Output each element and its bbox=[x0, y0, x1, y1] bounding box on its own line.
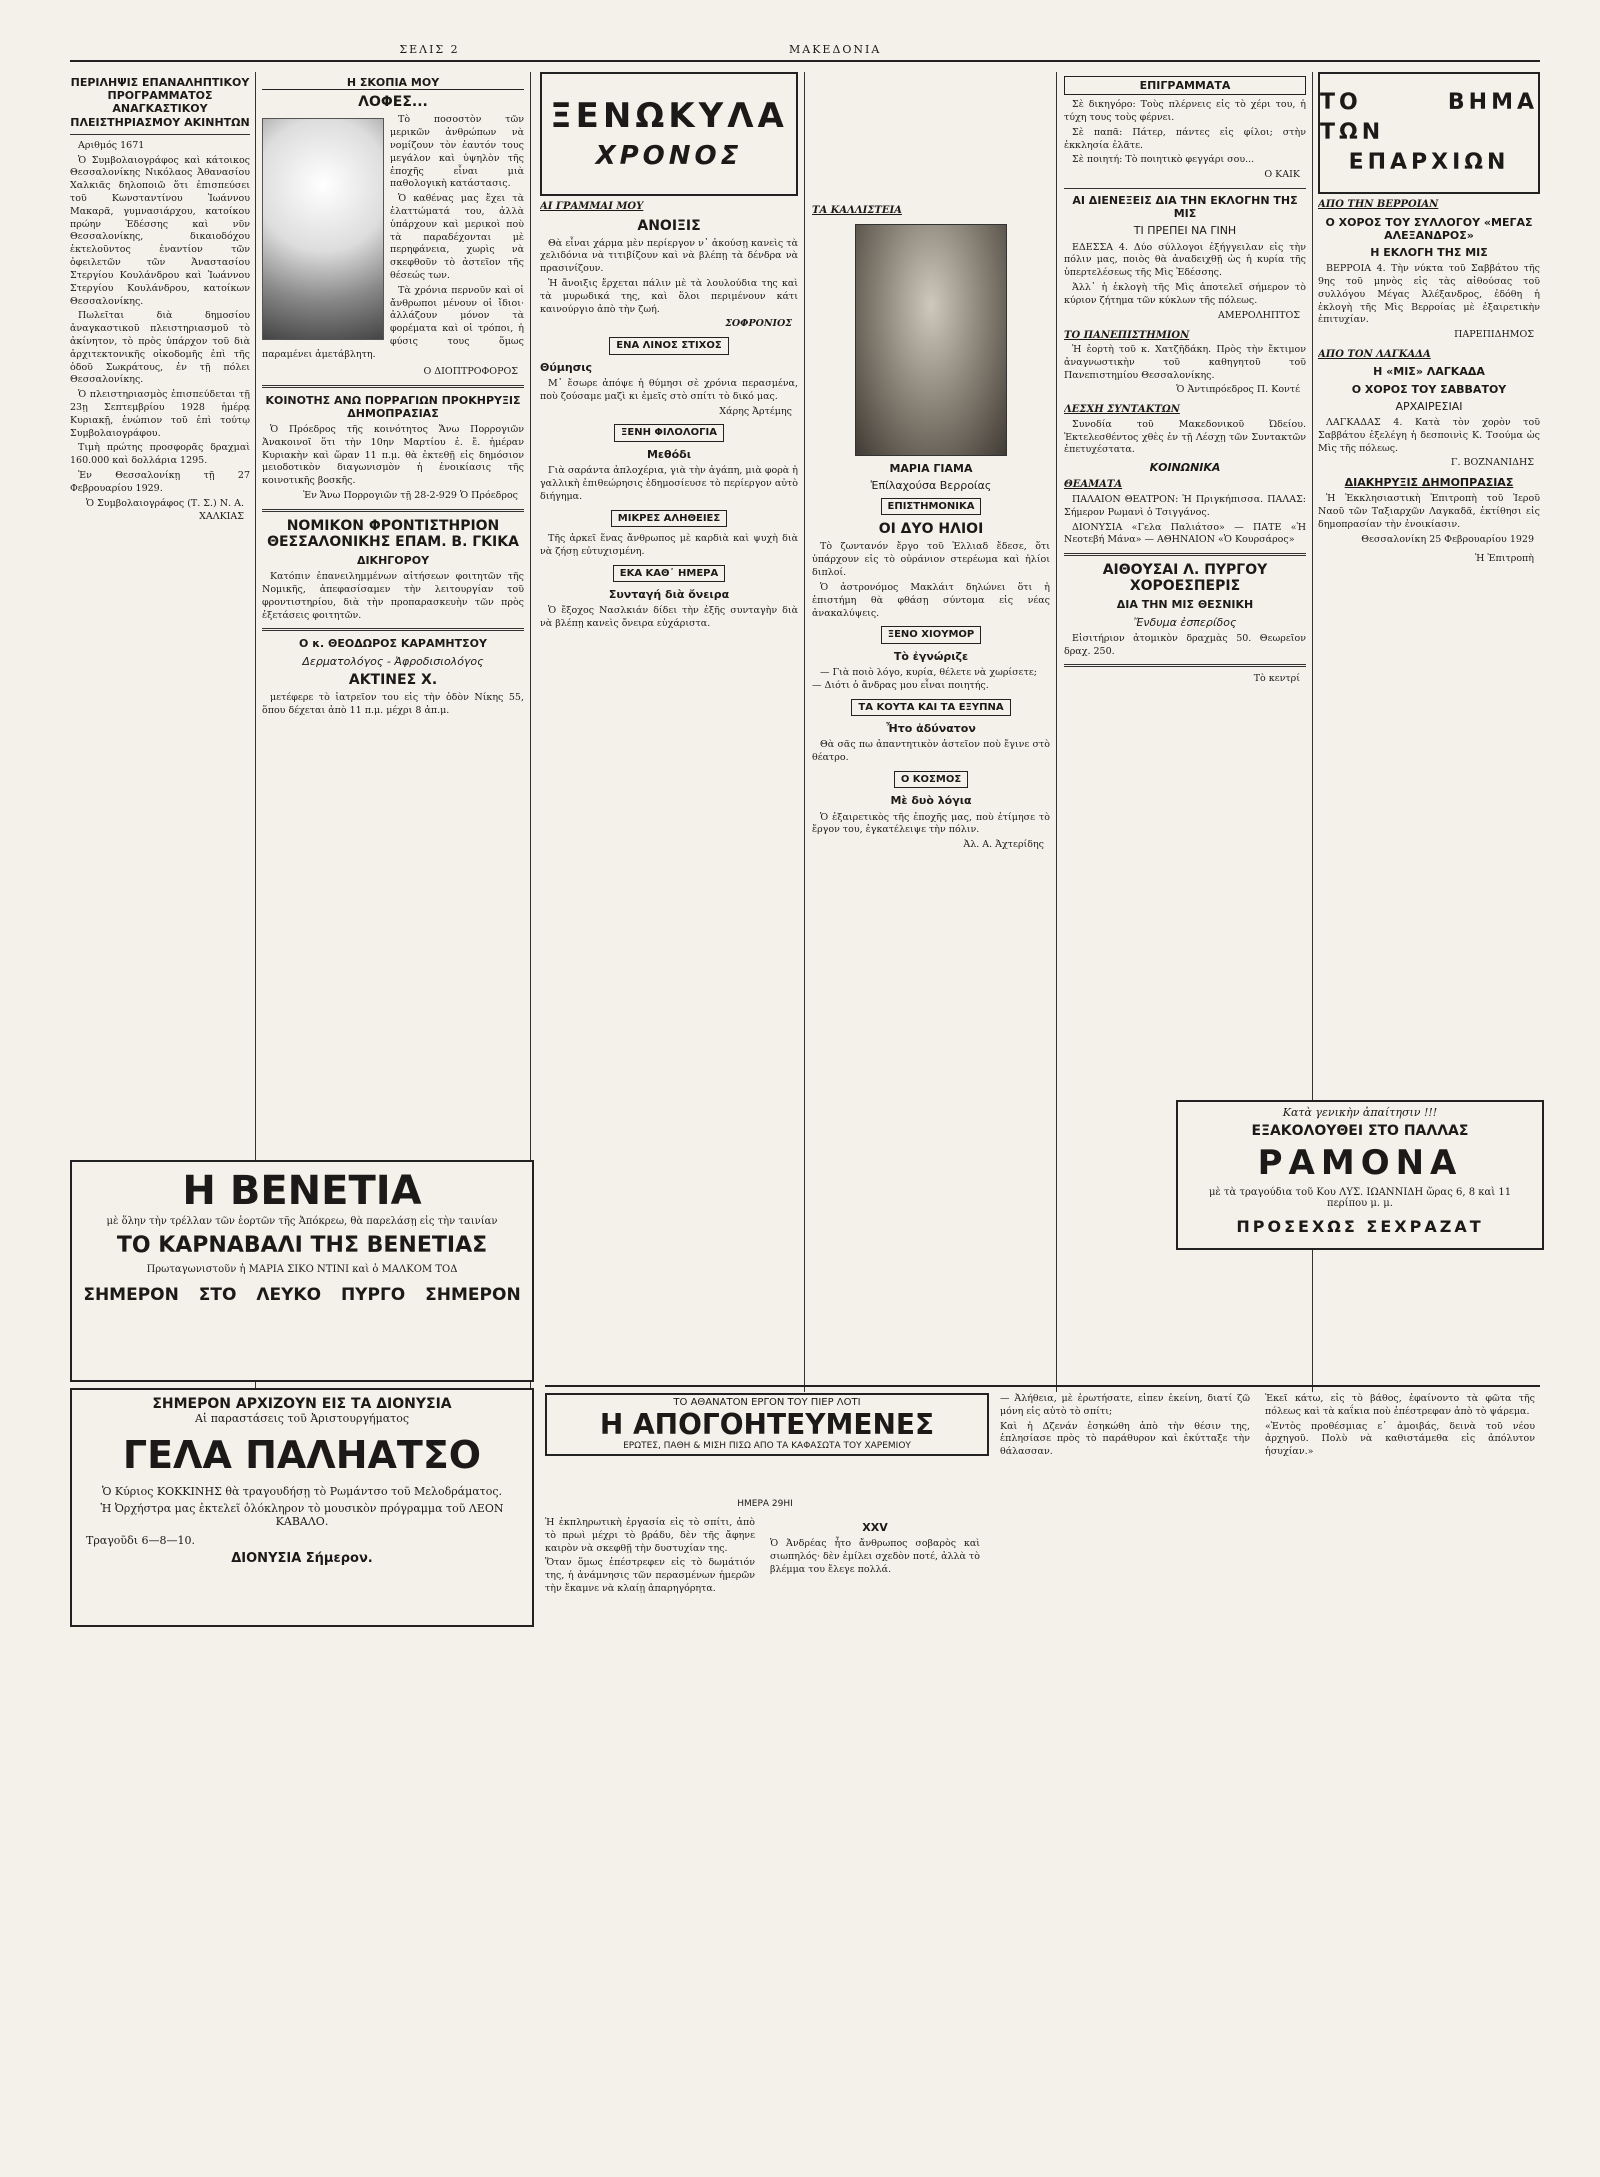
xenokyla-masthead bbox=[540, 72, 798, 196]
dance-dresscode: Ἔνδυμα ἐσπερίδος bbox=[1133, 615, 1237, 629]
venetia-ad-film-title: ΤΟ ΚΑΡΝΑΒΑΛΙ ΤΗΣ ΒΕΝΕΤΙΑΣ bbox=[116, 1233, 488, 1258]
verria-signature: ΠΑΡΕΠΙΔΗΜΟΣ bbox=[1454, 329, 1534, 341]
tender-signature: Ἡ Ἐπιτροπὴ bbox=[1474, 552, 1534, 564]
notice-signature: Ἐν Ἄνω Πορρογιῶν τῇ 28-2-929 Ὁ Πρόεδρος bbox=[303, 489, 518, 501]
section-label: ΕΝΑ ΛΙΝΟΣ ΣΤΙΧΟΣ bbox=[609, 337, 728, 355]
article-paragraph: Τὸ ζωντανόν ἔργο τοῦ Ἑλλιαδ ἔδεσε, ὅτι ὑπάρχουν εἰς τὸ οὐράνιον στερέωμα καὶ ἡλίοι διπλοί. bbox=[812, 541, 1050, 579]
masthead-subtitle: ΧΡΟΝΟΣ bbox=[595, 141, 743, 172]
theaters-kicker: ΘΕΑΜΑΤΑ bbox=[1064, 479, 1123, 491]
doctor-subtitle: Δερματολόγος - Ἀφροδισιολόγος bbox=[302, 654, 484, 668]
serial-paragraph: Ὁ Ἀνδρέας ἦτο ἄνθρωπος σοβαρὸς καὶ σιωπηλός· δὲν ἐμίλει σχεδὸν ποτέ, ἀλλὰ τὸ βλέμμα του ἔλεγε πολλά. bbox=[770, 1538, 980, 1575]
serial-paragraph: Ἐκεῖ κάτω, εἰς τὸ βάθος, ἐφαίνοντο τὰ φῶτα τῆς πόλεως καὶ τὰ καΐκια ποὺ ἐπέστρεφαν ἀπὸ τὸ ψάρεμα. bbox=[1265, 1393, 1535, 1417]
ramona-ad bbox=[1176, 1100, 1544, 1250]
lagada-title-2: Ο ΧΟΡΟΣ ΤΟΥ ΣΑΒΒΑΤΟΥ bbox=[1351, 382, 1507, 396]
auction-paragraph: Ἐν Θεσσαλονίκῃ τῇ 27 Φεβρουαρίου 1929. bbox=[70, 470, 250, 494]
article-paragraph: Ὁ καθένας μας ἔχει τὰ ἐλαττώματά του, ἀλλὰ ὑπάρχουν καὶ μερικοὶ ποὺ τὰ παραδέχονται μὲ περηφάνεια, χωρὶς νὰ σκεφθοῦν τὸ ἀστεῖον τῆς θέσεώς των. bbox=[390, 193, 524, 282]
article-paragraph: Θὰ εἶναι χάρμα μὲν περίεργον ν᾽ ἀκούσῃ κανεὶς τὰ χελιδόνια νὰ τιτιβίζουν καὶ νὰ βλέπῃ τὰ δένδρα νὰ πρασινίζουν. bbox=[540, 237, 798, 275]
serial-overline: ΤΟ ΑΘΑΝΑΤΟΝ ΕΡΓΟΝ ΤΟΥ ΠΙΕΡ ΛΟΤΙ bbox=[673, 1397, 861, 1408]
serial-col-2 bbox=[770, 1517, 980, 2117]
portrait-photo bbox=[855, 224, 1007, 456]
ramona-ad-songs: μὲ τὰ τραγούδια τοῦ Κου ΛΥΣ. ΙΩΑΝΝΙΔΗ ὥρας 6, 8 καὶ 11 περίπου μ. μ. bbox=[1208, 1187, 1512, 1209]
epigram: Σὲ ποιητή: Τὸ ποιητικὸ φεγγάρι σου... bbox=[1072, 154, 1255, 166]
section-label: ΜΙΚΡΕΣ ΑΛΗΘΕΙΕΣ bbox=[611, 510, 727, 528]
doctor-xray-line: ΑΚΤΙΝΕΣ Χ. bbox=[348, 671, 438, 688]
caricature-illustration bbox=[262, 118, 384, 340]
lagada-kicker: ΑΠΟ ΤΟΝ ΛΑΓΚΑΔΑ bbox=[1318, 348, 1431, 360]
article-title: ΟΙ ΔΥΟ ΗΛΙΟΙ bbox=[878, 521, 984, 538]
press-club-body: Συνοδία τοῦ Μακεδονικοῦ Ὠδείου. Ἐκτελεσθέντος χθὲς ἐν τῇ Λέσχῃ τῶν Συντακτῶν ἐπετυχέστατα. bbox=[1064, 418, 1306, 456]
article-title: ΛΟΦΕΣ... bbox=[358, 94, 428, 111]
section-label: Ο ΚΟΣΜΟΣ bbox=[894, 771, 968, 789]
column-4 bbox=[812, 72, 1050, 1372]
lagada-signature: Γ. ΒΟΖΝΑΝΙΔΗΣ bbox=[1450, 457, 1534, 469]
lagada-subtitle: ΑΡΧΑΙΡΕΣΙΑΙ bbox=[1395, 399, 1463, 413]
page-number: ΣΕΛΙΣ 2 bbox=[399, 42, 460, 56]
serial-footer: «Ἐντὸς προθέσμιας ε᾽ ἀμοιβάς, δεινὰ τοῦ νέου ἀρχηγοῦ. Πολὺ νὰ καθιστάμεθα εἰς ἀπόλυτον ἡσυχίαν.» bbox=[1265, 1420, 1535, 1458]
serial-paragraph: Ἡ ἐκπληρωτικὴ ἐργασία εἰς τὸ σπίτι, ἀπὸ τὸ πρωὶ μέχρι τὸ βράδυ, δὲν τῆς ἄφηνε καιρὸν νὰ σκεφθῇ τὴν δυστυχίαν της. bbox=[545, 1517, 755, 1554]
masthead-subtitle: ΕΠΑΡΧΙΩΝ bbox=[1348, 149, 1510, 175]
page-header bbox=[70, 40, 1540, 58]
doctor-body: μετέφερε τὸ ἰατρεῖον του εἰς τὴν ὁδὸν Νίκης 55, ὅπου δέχεται ἀπὸ 11 π.μ. μέχρι 8 ἀπ.μ. bbox=[262, 691, 524, 716]
article-title: ΑΝΟΙΞΙΣ bbox=[637, 217, 701, 234]
serial-chapter: XXV bbox=[862, 1521, 888, 1534]
dance-title: ΑΙΘΟΥΣΑΙ Λ. ΠΥΡΓΟΥ ΧΟΡΟΕΣΠΕΡΙΣ bbox=[1102, 562, 1268, 595]
ramona-ad-top: Κατὰ γενικὴν ἀπαίτησιν !!! bbox=[1282, 1106, 1438, 1119]
article-paragraph: Ἡ ἄνοιξις ἔρχεται πάλιν μὲ τὰ λουλούδια της καὶ τὰ μυρωδικά της, καὶ ὅλοι περιμένουν κάτι καινούργιο ἀπὸ τὴν ζωή. bbox=[540, 278, 798, 315]
vima-masthead bbox=[1318, 72, 1540, 194]
article-signature: ΑΜΕΡΟΛΗΠΤΟΣ bbox=[1218, 309, 1300, 321]
article-paragraph: Ἀλλ᾽ ἡ ἐκλογὴ τῆς Μὶς ἀποτελεῖ σήμερον τὸ κύριον ζήτημα τῶν κύκλων τῆς πόλεως. bbox=[1064, 282, 1306, 306]
venetia-ad bbox=[70, 1160, 534, 1382]
dionysia-ad-times: Τραγοῦδι 6—8—10. bbox=[86, 1534, 196, 1547]
law-school-title: ΝΟΜΙΚΟΝ ΦΡΟΝΤΙΣΤΗΡΙΟΝ ΘΕΣΣΑΛΟΝΙΚΗΣ ΕΠΑΜ. Β. ΓΚΙΚΑ bbox=[267, 517, 519, 550]
story-title: Μεθόδι bbox=[646, 447, 692, 461]
lagada-body: ΛΑΓΚΑΔΑΣ 4. Κατὰ τὸν χορὸν τοῦ Σαββάτου ἐξελέγη ἡ δεσποινὶς Κ. Τσούμα ὡς Μὶς τῆς πόλεως. bbox=[1318, 417, 1540, 454]
serial-day: ΗΜΕΡΑ 29ΗΙ bbox=[737, 1499, 793, 1509]
column-kicker: Η ΣΚΟΠΙΑ ΜΟΥ bbox=[262, 76, 524, 90]
tender-title: ΔΙΑΚΗΡΥΞΙΣ ΔΗΜΟΠΡΑΣΙΑΣ bbox=[1344, 476, 1514, 490]
recipe-body: Ὁ ἔξοχος Νασλκιάν δίδει τὴν ἐξῆς συνταγὴν διὰ νὰ βλέπῃ κανεὶς ὄνειρα εὐχάριστα. bbox=[540, 605, 798, 630]
column-1 bbox=[70, 72, 250, 1147]
article-paragraph: Ὁ ἀστρονόμος Μακλάιτ δηλώνει ὅτι ἡ ἐπιστήμη θὰ φθάσῃ σύντομα εἰς νέας ἀνακαλύψεις. bbox=[812, 581, 1050, 619]
dance-subtitle: ΔΙΑ ΤΗΝ ΜΙΣ ΘΕΣΝΙΚΗ bbox=[1116, 598, 1254, 612]
article-paragraph: ΕΔΕΣΣΑ 4. Δύο σύλλογοι ἐξήγγειλαν εἰς τὴν πόλιν μας, ποιὸς θὰ ἀναδειχθῇ ὡς ἡ κυρία τῆς ὑπερτελέσεως τῆς Μὶς Ἐδέσσης. bbox=[1064, 241, 1306, 279]
auction-paragraph: Ὁ Συμβολαιογράφος καὶ κάτοικος Θεσσαλονίκης Νικόλαος Ἀθανασίου Χαλκιᾶς δηλοποιῶ ὅτι ἐπισπεύσει τοῦ Κωνσταντίνου Ἰωάννου Μακαρᾶ, γυμνασιάρχου, κατοίκου πρώην Ἐδέσσης καὶ νῦν Θεσσαλονίκης, δικαιοδόχου ἐκτελοῦντος ἐναντίον τῶν ὀφειλετῶν τῶν Ἀναστασίου Στεργίου Κουλάνδρου καὶ Ἰωάννου Στεργίου Κουλάνδρου, κατοίκων Θεσσαλονίκης. bbox=[70, 154, 250, 307]
law-school-body: Κατόπιν ἐπανειλημμένων αἰτήσεων φοιτητῶν τῆς Νομικῆς, ἀπεφασίσαμεν τὴν λειτουργίαν τοῦ φροντιστηρίου, διὰ τὴν προπαρασκευὴν τῶν πρὸς ἐξετάσεις φοιτητῶν. bbox=[262, 571, 524, 621]
serial-banner bbox=[545, 1393, 989, 1456]
ramona-ad-title: ΡΑΜΟΝΑ bbox=[1257, 1143, 1463, 1183]
masthead-title: ΞΕΝΩΚΥΛΑ bbox=[550, 95, 788, 136]
dionysia-ad-subline: Αἱ παραστάσεις τοῦ Ἀριστουργήματος bbox=[194, 1412, 410, 1425]
serial-col-3 bbox=[1000, 1393, 1250, 2113]
venetia-ad-title: Η ΒΕΝΕΤΙΑ bbox=[182, 1168, 422, 1214]
world-signature: Ἀλ. Α. Ἀχτερίδης bbox=[963, 839, 1044, 851]
poem-signature: Χάρης Ἀρτέμης bbox=[719, 405, 792, 417]
verria-title: Ο ΧΟΡΟΣ ΤΟΥ ΣΥΛΛΟΓΟΥ «ΜΕΓΑΣ ΑΛΕΞΑΝΔΡΟΣ» bbox=[1325, 215, 1533, 242]
column-3 bbox=[540, 72, 798, 1372]
humor-body: — Γιὰ ποιὸ λόγο, κυρία, θέλετε νὰ χωρίσετε; — Διότι ὁ ἄνδρας μου εἶναι ποιητής. bbox=[812, 667, 1037, 691]
ramona-ad-footer: ΠΡΟΣΕΧΩΣ ΣΕΧΡΑΖΑΤ bbox=[1236, 1217, 1484, 1236]
auction-title: ΠΕΡΙΛΗΨΙΣ ΕΠΑΝΑΛΗΠΤΙΚΟΥ ΠΡΟΓΡΑΜΜΑΤΟΣ ΑΝΑΓΚΑΣΤΙΚΟΥ ΠΛΕΙΣΤΗΡΙΑΣΜΟΥ ΑΚΙΝΗΤΩΝ bbox=[70, 76, 250, 129]
venetia-ad-line: μὲ ὅλην τὴν τρέλλαν τῶν ἑορτῶν τῆς Ἀπόκρεω, θὰ παρελάσῃ εἰς τὴν ταινίαν bbox=[106, 1216, 498, 1227]
world-body: Ὁ ἐξαιρετικὸς τῆς ἐποχῆς μας, ποὺ ἐτίμησε τὸ ἔργον του, ἐγκατέλειψε τὴν πόλιν. bbox=[812, 811, 1050, 836]
university-body: Ἡ ἑορτὴ τοῦ κ. Χατζῆδάκη. Πρὸς τὴν ἔκτιμον ἀναγνωστικὴν τοῦ καθηγητοῦ τοῦ Πανεπιστημίου Θεσσαλονίκης. bbox=[1064, 344, 1306, 381]
article-signature: ΣΟΦΡΟΝΙΟΣ bbox=[725, 318, 792, 330]
notice-title: ΚΟΙΝΟΤΗΣ ΑΝΩ ΠΟΡΡΑΓΙΩΝ ΠΡΟΚΗΡΥΞΙΣ ΔΗΜΟΠΡΑΣΙΑΣ bbox=[265, 393, 521, 420]
world-title: Μὲ δυὸ λόγια bbox=[890, 794, 972, 808]
dionysia-ad-footer: ΔΙΟΝΥΣΙΑ Σήμερον. bbox=[231, 1551, 373, 1566]
serial-col-4 bbox=[1265, 1393, 1535, 2113]
notice-body: Ὁ Πρόεδρος τῆς κοινότητος Ἄνω Πορρογιῶν Ἀνακοινοῖ ὅτι τὴν 10ην Μαρτίου ἐ. ἔ. ἡμέραν Κυριακὴν καὶ ὥραν 11 π.μ. θὰ ἐκτεθῇ εἰς δημόσιον μειοδοτικὸν διαγωνισμὸν ἡ ἐνοικίασις τῆς κοινοτικῆς βοσκῆς. bbox=[262, 423, 524, 487]
dionysia-ad-headline: ΣΗΜΕΡΟΝ ΑΡΧΙΖΟΥΝ ΕΙΣ ΤΑ ΔΙΟΝΥΣΙΑ bbox=[152, 1396, 452, 1412]
cinema-listings: ΔΙΟΝΥΣΙΑ «Γελα Παλιάτσο» — ΠΑΤΕ «Ἡ Νεοτεβή Μάνα» — ΑΘΗΝΑΙΟΝ «Ὁ Κουρσάρος» bbox=[1064, 521, 1306, 546]
column-kicker: ΑΙ ΓΡΑΜΜΑΙ ΜΟΥ bbox=[540, 201, 644, 212]
venetia-ad-footer: ΣΗΜΕΡΟΝ ΣΤΟ ΛΕΥΚΟ ΠΥΡΓΟ ΣΗΜΕΡΟΝ bbox=[83, 1285, 521, 1305]
humor-title: Τὸ ἐγνώριζε bbox=[893, 649, 969, 663]
tender-body: Ἡ Ἐκκλησιαστικὴ Ἐπιτροπὴ τοῦ Ἱεροῦ Ναοῦ τῶν Ταξιαρχῶν Λαγκαδᾶ, ἐκτίθησι εἰς δημοπρασίαν τὴν ἐνοικίασιν. bbox=[1318, 493, 1540, 531]
dionysia-ad-title: ΓΕΛΑ ΠΑΛΗΑΤΣΟ bbox=[122, 1433, 482, 1477]
article-paragraph: Τὸ ποσοστὸν τῶν μερικῶν ἀνθρώπων νὰ νομίζουν τὸν ἑαυτόν τους μεγάλον καὶ ὑψηλὸν τῆς ἐποχῆς εἶναι μιὰ παθολογικὴ κατάστασις. bbox=[390, 114, 524, 190]
epigram-signature: Ο ΚΑΙΚ bbox=[1264, 169, 1300, 181]
photo-subcaption: Ἐπίλαχούσα Βερροίας bbox=[870, 478, 992, 492]
recipe-title: Συνταγή διὰ ὄνειρα bbox=[608, 588, 730, 602]
law-school-subtitle: ΔΙΚΗΓΟΡΟΥ bbox=[356, 553, 430, 567]
article-paragraph: Τὰ χρόνια περνοῦν καὶ οἱ ἄνθρωποι μένουν οἱ ἴδιοι· ἀλλάζουν μόνον τὰ φορέματα καὶ οἱ τρόποι, ἡ φύσις τους ὅμως παραμένει ἀμετάβλητη. bbox=[262, 284, 524, 360]
tender-date: Θεσσαλονίκη 25 Φεβρουαρίου 1929 bbox=[1361, 533, 1534, 545]
serial-title: Η ΑΠΟΓΟΗΤΕΥΜΕΝΕΣ bbox=[599, 1408, 935, 1441]
epigrams-title: ΕΠΙΓΡΑΜΜΑΤΑ bbox=[1064, 76, 1306, 95]
serial-col-1 bbox=[545, 1517, 755, 2117]
doctor-title: Ο κ. ΘΕΟΔΩΡΟΣ ΚΑΡΑΜΗΤΣΟΥ bbox=[299, 637, 487, 651]
column-kicker: ΤΑ ΚΑΛΛΙΣΤΕΙΑ bbox=[812, 205, 902, 216]
serial-section bbox=[545, 1385, 1540, 2137]
dionysia-ad bbox=[70, 1388, 534, 1627]
poem-body: Μ᾽ ἔσωρε ἀπόψε ἡ θύμησι σὲ χρόνια περασμένα, ποὺ ζούσαμε μαζὶ κι ἐμεῖς στὸ σπίτι τὸ δικό μας. bbox=[540, 377, 798, 402]
section-label: ΞΕΝΟ ΧΙΟΥΜΟΡ bbox=[881, 626, 981, 644]
auction-paragraph: Πωλεῖται διὰ δημοσίου ἀναγκαστικοῦ πλειστηριασμοῦ τὸ ἀκίνητον, τὸ πρὸς ὑπάρχον τοῦ διὰ ἀρχιτεκτονικῆς οἰκοδομῆς ἐπὶ τῆς ὁδοῦ Σωκράτους, ἐν τῇ πόλει Θεσσαλονίκης. bbox=[70, 310, 250, 386]
masthead-title: ΤΟ ΒΗΜΑ ΤΩΝ bbox=[1320, 90, 1538, 146]
dionysia-ad-orchestra: Ἡ Ὀρχήστρα μας ἐκτελεῖ ὁλόκληρον τὸ μουσικὸν πρόγραμμα τοῦ ΛΕΟΝ ΚΑΒΑΛΟ. bbox=[100, 1502, 504, 1528]
dionysia-ad-singer: Ὁ Κύριος ΚΟΚΚΙΝΗΣ θὰ τραγουδήσῃ τὸ Ρωμάντσο τοῦ Μελοδράματος. bbox=[101, 1485, 503, 1498]
auction-paragraph: Αριθμός 1671 bbox=[78, 139, 145, 151]
serial-paragraph: Ὅταν ὅμως ἐπέστρεφεν εἰς τὸ δωμάτιόν της, ἡ ἀνάμνησις τῶν περασμένων ἡμερῶν τὴν ἔκαμνε νὰ κλαίῃ ἀπαρηγόρητα. bbox=[545, 1557, 755, 1595]
article-signature: Ο ΔΙΟΠΤΡΟΦΟΡΟΣ bbox=[423, 365, 518, 377]
verria-body: ΒΕΡΡΟΙΑ 4. Τὴν νύκτα τοῦ Σαββάτου τῆς 9ης τοῦ μηνὸς εἰς τὰς αἰθούσας τοῦ συλλόγου Μέγας Ἀλέξανδρος, ἐδόθη ἡ ἐκλογὴ τῆς Μὶς Βερροίας μὲ ἐξαιρετικὴν ἐπιτυχίαν. bbox=[1318, 263, 1540, 326]
dance-prices: Εἰσιτήριον ἀτομικὸν δραχμὰς 50. Θεωρεῖον δραχ. 250. bbox=[1064, 632, 1306, 657]
serial-paragraph: Καὶ ἡ Δζενάν ἐσηκώθη ἀπὸ τὴν θέσιν της, ἐπλησίασε πρὸς τὸ παράθυρον καὶ ἐκύτταξε τὴν θάλασσαν. bbox=[1000, 1420, 1250, 1458]
press-club-kicker: ΛΕΣΧΗ ΣΥΝΤΑΚΤΩΝ bbox=[1064, 404, 1180, 416]
anecdote-body: Θὰ σᾶς πω ἀπαντητικὸν ἀστεῖον ποὺ ἔγινε στὸ θέατρο. bbox=[812, 739, 1050, 764]
auction-paragraph: Τιμὴ πρώτης προσφορᾶς δραχμαὶ 160.000 καὶ δολλάρια 1295. bbox=[70, 442, 250, 467]
article-subtitle: ΤΙ ΠΡΕΠΕΙ ΝΑ ΓΙΝΗ bbox=[1133, 224, 1237, 238]
anecdote-title: Ἦτο ἀδύνατον bbox=[886, 722, 976, 736]
column-6-content bbox=[1318, 72, 1540, 1142]
venetia-ad-cast: Πρωταγωνιστοῦν ἡ ΜΑΡΙΑ ΣΙΚΟ ΝΤΙΝΙ καὶ ὁ ΜΑΛΚΟΜ ΤΟΔ bbox=[146, 1264, 458, 1275]
verria-subtitle: Η ΕΚΛΟΓΗ ΤΗΣ ΜΙΣ bbox=[1370, 245, 1488, 259]
column-2 bbox=[262, 72, 524, 1147]
section-label: ΤΑ ΚΟΥΤΑ ΚΑΙ ΤΑ ΕΞΥΠΝΑ bbox=[851, 699, 1010, 717]
lagada-title: Η «ΜΙΣ» ΛΑΓΚΑΔΑ bbox=[1373, 365, 1485, 379]
story-body: Γιὰ σαράντα ἀπλοχέρια, γιὰ τὴν ἀγάπη, μιὰ φορὰ ἡ γαλλικὴ ἐπιθεώρησις ἐδημοσίευσε τὸ περίεργον αὐτὸ διήγημα. bbox=[540, 465, 798, 502]
theaters-body: ΠΑΛΑΙΟΝ ΘΕΑΤΡΟΝ: Ἡ Πριγκήπισσα. ΠΑΛΑΣ: Σήμερον Ρωμανὶ ὁ Τσιγγάνος. bbox=[1064, 493, 1306, 518]
section-label: ΕΠΙΣΤΗΜΟΝΙΚΑ bbox=[881, 498, 982, 516]
photo-caption: ΜΑΡΙΑ ΓΙΑΜΑ bbox=[889, 461, 973, 475]
social-title: ΚΟΙΝΩΝΙΚΑ bbox=[1149, 461, 1221, 475]
epigram: Σὲ παπᾶ: Πάτερ, πάντες εἰς φίλοι; στὴν ἐκκλησία ἐλᾶτε. bbox=[1064, 126, 1306, 151]
article-title: ΑΙ ΔΙΕΝΕΞΕΙΣ ΔΙΑ ΤΗΝ ΕΚΛΟΓΗΝ ΤΗΣ ΜΙΣ bbox=[1072, 194, 1298, 221]
section-label: ΞΕΝΗ ΦΙΛΟΛΟΓΙΑ bbox=[614, 424, 724, 442]
university-kicker: ΤΟ ΠΑΝΕΠΙΣΤΗΜΙΟΝ bbox=[1064, 329, 1190, 341]
section-label: ΕΚΑ ΚΑΘ᾽ ΗΜΕΡΑ bbox=[613, 565, 726, 583]
poem-title: Θύμησις bbox=[540, 360, 593, 374]
newspaper-name: ΜΑΚΕΔΟΝΙΑ bbox=[789, 42, 882, 56]
truths-body: Τῆς ἀρκεῖ ἕνας ἄνθρωπος μὲ καρδιὰ καὶ ψυχὴ διὰ νὰ ζήσῃ εὐτυχισμένη. bbox=[540, 533, 798, 557]
verria-kicker: ΑΠΟ ΤΗΝ ΒΕΡΡΟΙΑΝ bbox=[1318, 199, 1439, 210]
epigram: Σὲ δικηγόρο: Τοὺς πλέρνεις εἰς τὸ χέρι του, ἡ τύχη τους τοὺς φέρνει. bbox=[1064, 99, 1306, 123]
poem-signature: Τὸ κεντρί bbox=[1253, 673, 1300, 685]
auction-paragraph: Ὁ πλειστηριασμὸς ἐπισπεύδεται τῇ 23ῃ Σεπτεμβρίου 1928 ἡμέρᾳ Κυριακῇ, ἐνώπιον τοῦ ἐπὶ τούτῳ Συμβολαιογράφου. bbox=[70, 389, 250, 439]
serial-subtitle: ΕΡΩΤΕΣ, ΠΑΘΗ & ΜΙΣΗ ΠΙΣΩ ΑΠΟ ΤΑ ΚΑΦΑΣΩΤΑ ΤΟΥ ΧΑΡΕΜΙΟΥ bbox=[623, 1441, 911, 1451]
ramona-ad-line: ΕΞΑΚΟΛΟΥΘΕΙ ΣΤΟ ΠΑΛΛΑΣ bbox=[1251, 1123, 1469, 1139]
auction-signature: Ὁ Συμβολαιογράφος (Τ. Σ.) Ν. Α. ΧΑΛΚΙΑΣ bbox=[85, 497, 244, 522]
serial-paragraph: — Ἀλήθεια, μὲ ἐρωτήσατε, εἶπεν ἐκείνη, διατί ζῶ μόνη εἰς αὐτὸ τὸ σπίτι; bbox=[1000, 1393, 1250, 1417]
university-signature: Ὁ Ἀντιπρόεδρος Π. Κοντέ bbox=[1176, 384, 1300, 396]
